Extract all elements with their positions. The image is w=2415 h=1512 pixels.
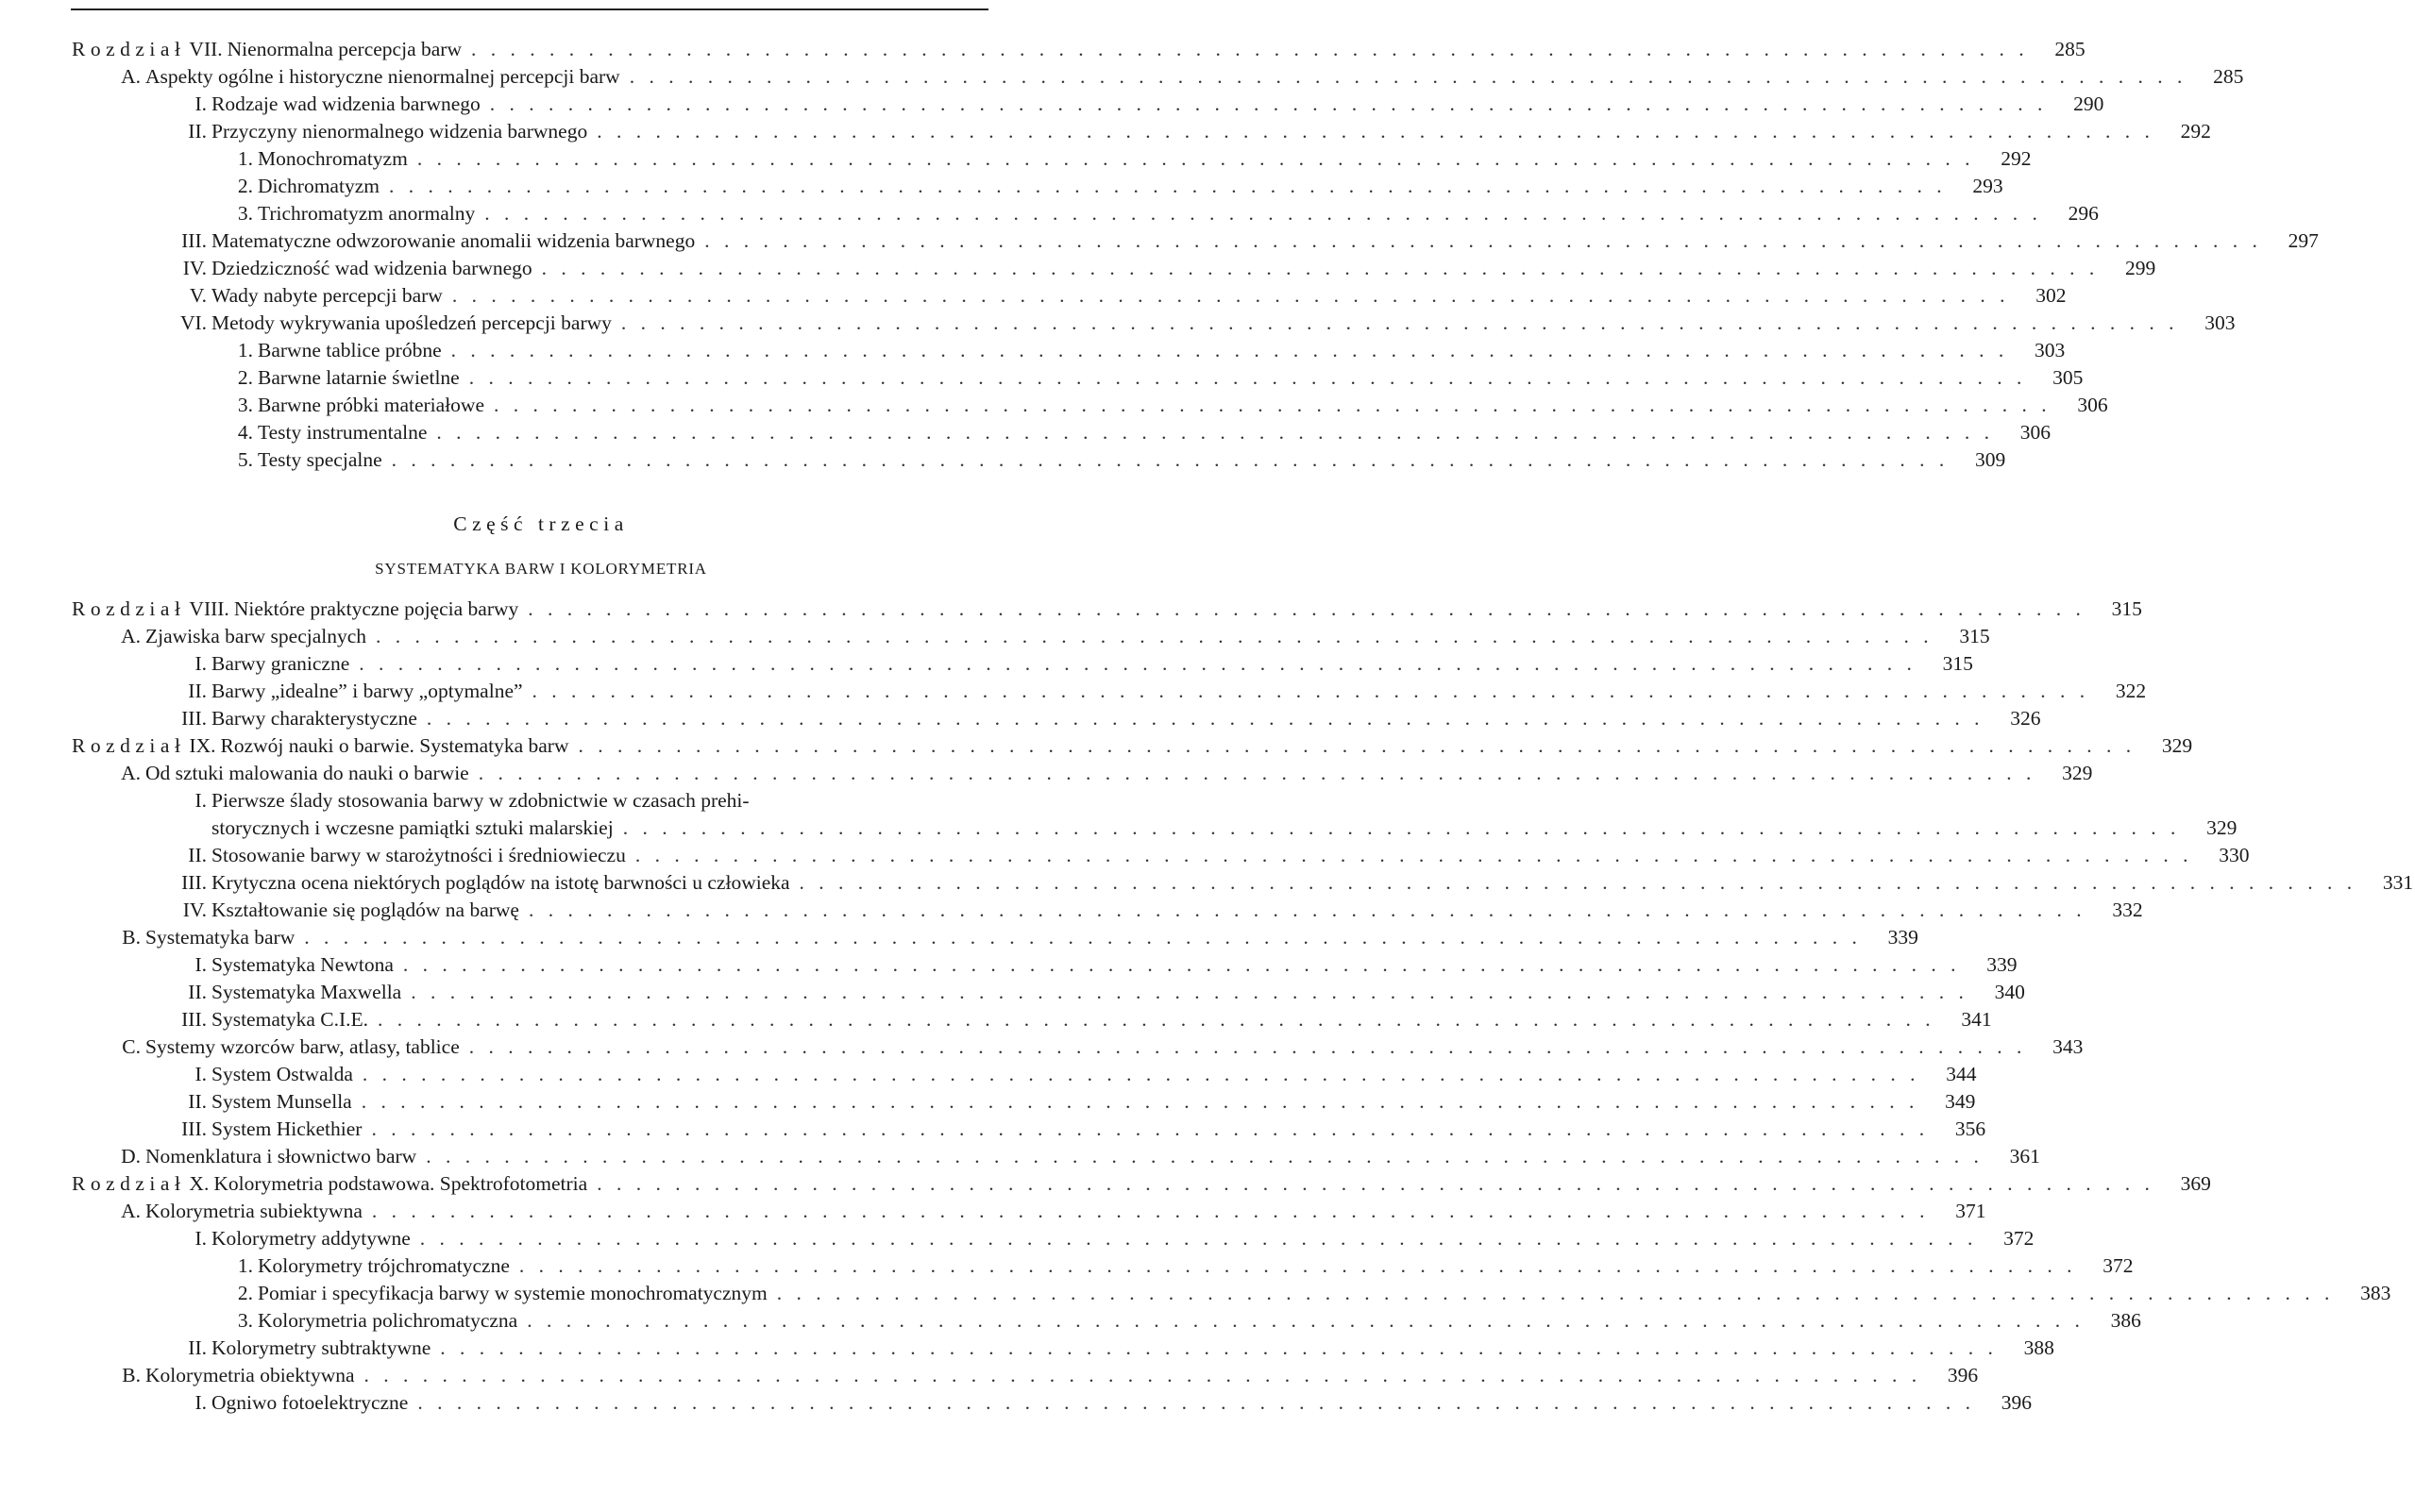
page-number: 372 (2003, 1227, 2035, 1250)
entry-number: 1. (237, 339, 253, 361)
entry-title: Testy instrumentalne (258, 421, 428, 444)
page-number: 329 (2062, 762, 2093, 784)
entry-title: Niektóre praktyczne pojęcia barwy (233, 597, 519, 620)
entry-title: Kolorymetria polichromatyczna (258, 1309, 518, 1332)
entry-number: II. (188, 120, 207, 143)
dot-leader: . . . . . . . . . . . . . . . . . . . . . . . . . . . . . . . . . . . . . . . . . . . . . . . . . . . . . . . . . . . . . . . . . . . . . . . . . . . . . . . . (527, 1309, 2085, 1332)
page-number: 349 (1945, 1090, 1976, 1113)
dot-leader: . . . . . . . . . . . . . . . . . . . . . . . . . . . . . . . . . . . . . . . . . . . . . . . . . . . . . . . . . . . . . . . . . . . . . . . . . . . . . . . . (468, 1035, 2027, 1058)
toc-entry (84, 1198, 1986, 1225)
page-number: 371 (1955, 1200, 1986, 1222)
toc-entry (150, 282, 2067, 310)
entry-title: System Ostwalda (211, 1063, 353, 1085)
dot-leader: . . . . . . . . . . . . . . . . . . . . . . . . . . . . . . . . . . . . . . . . . . . . . . . . . . . . . . . . . . . . . . . . . . . . . . . . . . . . . . . . (597, 120, 2154, 143)
entry-title: Systematyka Maxwella (211, 981, 402, 1003)
chapter-number: X. (189, 1172, 210, 1195)
page-number: 369 (2180, 1172, 2211, 1195)
toc-entry (84, 1033, 2084, 1061)
chapter-label: Rozdział (72, 38, 186, 60)
entry-number: 4. (237, 421, 253, 444)
page-number: 332 (2112, 899, 2143, 921)
entry-number: 3. (237, 394, 253, 416)
toc-entry (196, 1252, 2134, 1280)
toc-entry (150, 650, 1973, 678)
entry-number: 5. (237, 448, 253, 471)
entry-number: I. (194, 1227, 207, 1250)
entry-title: Pierwsze ślady stosowania barwy w zdobnictwie w czasach prehi- (211, 789, 750, 812)
dot-leader: . . . . . . . . . . . . . . . . . . . . . . . . . . . . . . . . . . . . . . . . . . . . . . . . . . . . . . . . . . . . . . . . . . . . . . . . . . . . . . . . (451, 284, 2010, 307)
entry-title: Kolorymetria subiektywna (145, 1200, 363, 1222)
toc-entry (150, 1006, 1992, 1033)
entry-title: Od sztuki malowania do nauki o barwie (145, 762, 469, 784)
entry-title: Ogniwo fotoelektryczne (211, 1391, 409, 1414)
toc-entry (196, 337, 2066, 364)
dot-leader: . . . . . . . . . . . . . . . . . . . . . . . . . . . . . . . . . . . . . . . . . . . . . . . . . . . . . . . . . . . . . . . . . . . . . . . . . . . . . . . . (634, 844, 2193, 866)
page-number: 326 (2010, 707, 2041, 730)
dot-leader: . . . . . . . . . . . . . . . . . . . . . . . . . . . . . . . . . . . . . . . . . . . . . . . . . . . . . . . . . . . . . . . . . . . . . . . . . . . . . . . . (361, 1090, 1919, 1113)
entry-number: III. (181, 707, 207, 730)
page-number: 386 (2110, 1309, 2141, 1332)
toc-entry (150, 227, 2319, 255)
toc-entry (72, 732, 2193, 760)
dot-leader: . . . . . . . . . . . . . . . . . . . . . . . . . . . . . . . . . . . . . . . . . . . . . . . . . . . . . . . . . . . . . . . . . . . . . . . . . . . . . . . . (371, 1200, 1930, 1222)
entry-title: Pomiar i specyfikacja barwy w systemie monochromatycznym (258, 1282, 768, 1304)
entry-title: Rozwój nauki o barwie. Systematyka barw (220, 734, 569, 757)
page-number: 285 (2213, 65, 2244, 88)
toc-entry (196, 1307, 2141, 1335)
entry-number: V. (189, 284, 207, 307)
entry-number: D. (121, 1145, 141, 1168)
toc-entry (150, 91, 2104, 118)
toc-entry (150, 310, 2236, 337)
page-number: 293 (1972, 175, 2003, 197)
dot-leader: . . . . . . . . . . . . . . . . . . . . . . . . . . . . . . . . . . . . . . . . . . . . . . . . . . . . . . . . . . . . . . . . . . . . . . . . . . . . . . . . (359, 652, 1917, 675)
chapter-number: IX. (189, 734, 216, 757)
page-number: 309 (1975, 448, 2006, 471)
entry-number: III. (181, 1117, 207, 1140)
entry-title: Systematyka C.I.E. (211, 1008, 369, 1031)
page-number: 306 (2019, 421, 2052, 444)
dot-leader: . . . . . . . . . . . . . . . . . . . . . . . . . . . . . . . . . . . . . . . . . . . . . . . . . . . . . . . . . . . . . . . . . . . . . . . . . . . . . . . . (391, 448, 1950, 471)
dot-leader: . . . . . . . . . . . . . . . . . . . . . . . . . . . . . . . . . . . . . . . . . . . . . . . . . . . . . . . . . . . . . . . . . . . . . . . . . . . . . . . . (528, 899, 2086, 921)
dot-leader: . . . . . . . . . . . . . . . . . . . . . . . . . . . . . . . . . . . . . . . . . . . . . . . . . . . . . . . . . . . . . . . . . . . . . . . . . . . . . . . . (622, 816, 2181, 839)
page-number: 396 (2001, 1391, 2032, 1414)
page-number: 315 (1942, 652, 1973, 675)
dot-leader: . . . . . . . . . . . . . . . . . . . . . . . . . . . . . . . . . . . . . . . . . . . . . . . . . . . . . . . . . . . . . . . . . . . . . . . . . . . . . . . . (776, 1282, 2335, 1304)
page-number: 306 (2077, 394, 2108, 416)
entry-title: Barwy graniczne (211, 652, 350, 675)
toc-entry (150, 1061, 1977, 1088)
toc-entry (196, 419, 2052, 446)
toc-entry-continuation (211, 815, 2238, 842)
part-title: SYSTEMATYKA BARW I KOLORYMETRIA (375, 560, 707, 578)
entry-number: II. (188, 1090, 207, 1113)
dot-leader: . . . . . . . . . . . . . . . . . . . . . . . . . . . . . . . . . . . . . . . . . . . . . . . . . . . . . . . . . . . . . . . . . . . . . . . . . . . . . . . . (362, 1063, 1920, 1085)
dot-leader: . . . . . . . . . . . . . . . . . . . . . . . . . . . . . . . . . . . . . . . . . . . . . . . . . . . . . . . . . . . . . . . . . . . . . . . . . . . . . . . . (528, 597, 2086, 620)
toc-entry (84, 924, 1918, 951)
entry-title: Przyczyny nienormalnego widzenia barwnego (211, 120, 588, 143)
chapter-label: Rozdział (72, 1172, 186, 1195)
entry-number: A. (121, 1200, 141, 1222)
entry-title: Matematyczne odwzorowanie anomalii widzenia barwnego (211, 229, 696, 252)
dot-leader: . . . . . . . . . . . . . . . . . . . . . . . . . . . . . . . . . . . . . . . . . . . . . . . . . . . . . . . . . . . . . . . . . . . . . . . . . . . . . . . . (419, 1227, 1978, 1250)
dot-leader: . . . . . . . . . . . . . . . . . . . . . . . . . . . . . . . . . . . . . . . . . . . . . . . . . . . . . . . . . . . . . . . . . . . . . . . . . . . . . . . . (704, 229, 2262, 252)
toc-entry (150, 678, 2147, 705)
toc-entry (150, 1116, 1986, 1143)
page-number: 388 (2023, 1336, 2054, 1359)
dot-leader: . . . . . . . . . . . . . . . . . . . . . . . . . . . . . . . . . . . . . . . . . . . . . . . . . . . . . . . . . . . . . . . . . . . . . . . . . . . . . . . . (411, 981, 1968, 1003)
entry-title: Barwne latarnie świetlne (258, 366, 460, 389)
entry-number: III. (181, 1008, 207, 1031)
entry-number: 2. (237, 1282, 253, 1304)
chapter-number: VIII. (189, 597, 229, 620)
toc-entry (150, 705, 2041, 732)
entry-number: II. (188, 981, 207, 1003)
page-number: 315 (2111, 597, 2142, 620)
dot-leader: . . . . . . . . . . . . . . . . . . . . . . . . . . . . . . . . . . . . . . . . . . . . . . . . . . . . . . . . . . . . . . . . . . . . . . . . . . . . . . . . (426, 1145, 1984, 1168)
dot-leader: . . . . . . . . . . . . . . . . . . . . . . . . . . . . . . . . . . . . . . . . . . . . . . . . . . . . . . . . . . . . . . . . . . . . . . . . . . . . . . . . (494, 394, 2052, 416)
top-rule (71, 8, 988, 10)
page-number: 290 (2073, 92, 2104, 115)
entry-title: Barwy „idealne” i barwy „optymalne” (211, 680, 523, 702)
entry-title: Krytyczna ocena niektórych poglądów na istotę barwności u człowieka (211, 871, 790, 894)
toc-entry (150, 1088, 1976, 1116)
page-number: 356 (1954, 1117, 1986, 1140)
entry-title: System Munsella (211, 1090, 352, 1113)
page-number: 292 (2001, 147, 2032, 170)
entry-title-continuation: storycznych i wczesne pamiątki sztuki malarskiej (211, 816, 614, 839)
dot-leader: . . . . . . . . . . . . . . . . . . . . . . . . . . . . . . . . . . . . . . . . . . . . . . . . . . . . . . . . . . . . . . . . . . . . . . . . . . . . . . . . (629, 65, 2187, 88)
page-number: 315 (1959, 625, 1990, 647)
page-number: 340 (1994, 981, 2025, 1003)
toc-entry (150, 897, 2143, 924)
chapter-number: VII. (189, 38, 223, 60)
page-number: 331 (2382, 871, 2414, 894)
toc-entry (150, 869, 2414, 897)
toc-entry (150, 787, 993, 815)
toc-entry (150, 1225, 2035, 1252)
entry-title: Dichromatyzm (258, 175, 380, 197)
page-number: 329 (2161, 734, 2193, 757)
toc-entry (196, 446, 2006, 474)
dot-leader: . . . . . . . . . . . . . . . . . . . . . . . . . . . . . . . . . . . . . . . . . . . . . . . . . . . . . . . . . . . . . . . . . . . . . . . . . . . . . . . . (620, 311, 2179, 334)
page-number: 339 (1986, 953, 2018, 976)
entry-title: Kolorymetria obiektywna (145, 1364, 355, 1386)
entry-number: VI. (179, 311, 207, 334)
toc-entry (150, 1335, 2054, 1362)
page-number: 292 (2180, 120, 2211, 143)
entry-number: A. (121, 65, 141, 88)
toc-entry (150, 255, 2156, 282)
entry-title: Kolorymetria podstawowa. Spektrofotometria (213, 1172, 588, 1195)
toc-entry (84, 1362, 1979, 1389)
entry-number: 3. (237, 1309, 253, 1332)
entry-title: Barwne tablice próbne (258, 339, 442, 361)
dot-leader: . . . . . . . . . . . . . . . . . . . . . . . . . . . . . . . . . . . . . . . . . . . . . . . . . . . . . . . . . . . . . . . . . . . . . . . . . . . . . . . . (541, 257, 2100, 279)
page-number: 285 (2054, 38, 2086, 60)
entry-title: Dziedziczność wad widzenia barwnego (211, 257, 532, 279)
dot-leader: . . . . . . . . . . . . . . . . . . . . . . . . . . . . . . . . . . . . . . . . . . . . . . . . . . . . . . . . . . . . . . . . . . . . . . . . . . . . . . . . (440, 1336, 1998, 1359)
dot-leader: . . . . . . . . . . . . . . . . . . . . . . . . . . . . . . . . . . . . . . . . . . . . . . . . . . . . . . . . . . . . . . . . . . . . . . . . . . . . . . . . (416, 147, 1975, 170)
page-number: 339 (1887, 926, 1918, 949)
entry-title: Systematyka barw (145, 926, 296, 949)
entry-title: Barwne próbki materiałowe (258, 394, 484, 416)
toc-entry (150, 951, 2018, 979)
entry-title: Nienormalna percepcja barw (227, 38, 462, 60)
page-number: 296 (2068, 202, 2099, 225)
dot-leader: . . . . . . . . . . . . . . . . . . . . . . . . . . . . . . . . . . . . . . . . . . . . . . . . . . . . . . . . . . . . . . . . . . . . . . . . . . . . . . . . (371, 1117, 1930, 1140)
toc-entry (150, 842, 2250, 869)
dot-leader: . . . . . . . . . . . . . . . . . . . . . . . . . . . . . . . . . . . . . . . . . . . . . . . . . . . . . . . . . . . . . . . . . . . . . . . . . . . . . . . . (484, 202, 2042, 225)
entry-title: Testy specjalne (258, 448, 382, 471)
entry-number: B. (122, 1364, 141, 1386)
page-number: 303 (2035, 339, 2066, 361)
entry-title: Metody wykrywania upośledzeń percepcji barwy (211, 311, 612, 334)
entry-title: Wady nabyte percepcji barw (211, 284, 443, 307)
chapter-label: Rozdział (72, 597, 186, 620)
part-heading: Część trzecia (453, 512, 629, 535)
dot-leader: . . . . . . . . . . . . . . . . . . . . . . . . . . . . . . . . . . . . . . . . . . . . . . . . . . . . . . . . . . . . . . . . . . . . . . . . . . . . . . . . (417, 1391, 1975, 1414)
entry-number: 1. (237, 147, 253, 170)
entry-title: Kolorymetry addytywne (211, 1227, 411, 1250)
dot-leader: . . . . . . . . . . . . . . . . . . . . . . . . . . . . . . . . . . . . . . . . . . . . . . . . . . . . . . . . . . . . . . . . . . . . . . . . . . . . . . . . (376, 625, 1934, 647)
entry-number: C. (122, 1035, 141, 1058)
entry-number: 1. (237, 1254, 253, 1277)
entry-number: A. (121, 762, 141, 784)
entry-title: System Hickethier (211, 1117, 363, 1140)
toc-entry (196, 200, 2099, 227)
entry-title: Aspekty ogólne i historyczne nienormalnej percepcji barw (145, 65, 620, 88)
page-number: 302 (2035, 284, 2067, 307)
entry-number: I. (194, 92, 207, 115)
toc-entry (196, 364, 2084, 392)
dot-leader: . . . . . . . . . . . . . . . . . . . . . . . . . . . . . . . . . . . . . . . . . . . . . . . . . . . . . . . . . . . . . . . . . . . . . . . . . . . . . . . . (378, 1008, 1935, 1031)
toc-entry (196, 392, 2108, 419)
page-number: 322 (2115, 680, 2147, 702)
entry-number: I. (194, 789, 207, 812)
dot-leader: . . . . . . . . . . . . . . . . . . . . . . . . . . . . . . . . . . . . . . . . . . . . . . . . . . . . . . . . . . . . . . . . . . . . . . . . . . . . . . . . (436, 421, 1995, 444)
toc-entry (196, 1280, 2391, 1307)
toc-entry (150, 1389, 2032, 1417)
page-number: 297 (2288, 229, 2319, 252)
page-number: 372 (2103, 1254, 2134, 1277)
page-number: 329 (2206, 816, 2238, 839)
entry-number: IV. (182, 257, 207, 279)
toc-entry (84, 760, 2093, 787)
entry-number: II. (188, 844, 207, 866)
entry-number: II. (188, 1336, 207, 1359)
entry-title: Zjawiska barw specjalnych (145, 625, 367, 647)
entry-title: Monochromatyzm (258, 147, 408, 170)
dot-leader: . . . . . . . . . . . . . . . . . . . . . . . . . . . . . . . . . . . . . . . . . . . . . . . . . . . . . . . . . . . . . . . . . . . . . . . . . . . . . . . . (597, 1172, 2154, 1195)
entry-title: Kolorymetry subtraktywne (211, 1336, 431, 1359)
entry-number: III. (181, 871, 207, 894)
page-number: 305 (2052, 366, 2084, 389)
toc-entry (150, 979, 2025, 1006)
entry-title: Kształtowanie się poglądów na barwę (211, 899, 519, 921)
toc-entry (196, 173, 2003, 200)
chapter-label: Rozdział (72, 734, 186, 757)
page-number: 299 (2125, 257, 2156, 279)
entry-number: 2. (237, 366, 253, 389)
entry-number: III. (181, 229, 207, 252)
dot-leader: . . . . . . . . . . . . . . . . . . . . . . . . . . . . . . . . . . . . . . . . . . . . . . . . . . . . . . . . . . . . . . . . . . . . . . . . . . . . . . . . (799, 871, 2357, 894)
entry-title: Kolorymetry trójchromatyczne (258, 1254, 510, 1277)
entry-number: IV. (182, 899, 207, 921)
entry-number: I. (194, 1391, 207, 1414)
entry-number: B. (122, 926, 141, 949)
page-number: 343 (2052, 1035, 2084, 1058)
dot-leader: . . . . . . . . . . . . . . . . . . . . . . . . . . . . . . . . . . . . . . . . . . . . . . . . . . . . . . . . . . . . . . . . . . . . . . . . . . . . . . . . (532, 680, 2090, 702)
toc-entry (72, 36, 2086, 63)
dot-leader: . . . . . . . . . . . . . . . . . . . . . . . . . . . . . . . . . . . . . . . . . . . . . . . . . . . . . . . . . . . . . . . . . . . . . . . . . . . . . . . . (470, 38, 2029, 60)
dot-leader: . . . . . . . . . . . . . . . . . . . . . . . . . . . . . . . . . . . . . . . . . . . . . . . . . . . . . . . . . . . . . . . . . . . . . . . . . . . . . . . . (402, 953, 1961, 976)
toc-entry (72, 596, 2142, 623)
entry-title: Trichromatyzm anormalny (258, 202, 476, 225)
dot-leader: . . . . . . . . . . . . . . . . . . . . . . . . . . . . . . . . . . . . . . . . . . . . . . . . . . . . . . . . . . . . . . . . . . . . . . . . . . . . . . . . (518, 1254, 2077, 1277)
page-number: 383 (2360, 1282, 2391, 1304)
dot-leader: . . . . . . . . . . . . . . . . . . . . . . . . . . . . . . . . . . . . . . . . . . . . . . . . . . . . . . . . . . . . . . . . . . . . . . . . . . . . . . . . (578, 734, 2136, 757)
entry-number: 3. (237, 202, 253, 225)
entry-title: Systematyka Newtona (211, 953, 394, 976)
entry-title: Rodzaje wad widzenia barwnego (211, 92, 481, 115)
dot-leader: . . . . . . . . . . . . . . . . . . . . . . . . . . . . . . . . . . . . . . . . . . . . . . . . . . . . . . . . . . . . . . . . . . . . . . . . . . . . . . . . (363, 1364, 1922, 1386)
toc-entry (84, 623, 1990, 650)
dot-leader: . . . . . . . . . . . . . . . . . . . . . . . . . . . . . . . . . . . . . . . . . . . . . . . . . . . . . . . . . . . . . . . . . . . . . . . . . . . . . . . . (489, 92, 2048, 115)
toc-entry (196, 145, 2032, 173)
toc-entry (72, 1170, 2211, 1198)
entry-number: 2. (237, 175, 253, 197)
entry-number: I. (194, 652, 207, 675)
dot-leader: . . . . . . . . . . . . . . . . . . . . . . . . . . . . . . . . . . . . . . . . . . . . . . . . . . . . . . . . . . . . . . . . . . . . . . . . . . . . . . . . (468, 366, 2027, 389)
entry-title: Systemy wzorców barw, atlasy, tablice (145, 1035, 460, 1058)
entry-title: Barwy charakterystyczne (211, 707, 417, 730)
entry-number: I. (194, 953, 207, 976)
entry-title: Stosowanie barwy w starożytności i średniowieczu (211, 844, 626, 866)
toc-entry (150, 118, 2211, 145)
page-number: 341 (1961, 1008, 1992, 1031)
entry-number: II. (188, 680, 207, 702)
dot-leader: . . . . . . . . . . . . . . . . . . . . . . . . . . . . . . . . . . . . . . . . . . . . . . . . . . . . . . . . . . . . . . . . . . . . . . . . . . . . . . . . (304, 926, 1862, 949)
toc-entry (84, 63, 2244, 91)
entry-number: A. (121, 625, 141, 647)
toc-entry (84, 1143, 2040, 1170)
page-number: 361 (2009, 1145, 2040, 1168)
page-number: 303 (2204, 311, 2236, 334)
page-number: 330 (2219, 844, 2250, 866)
dot-leader: . . . . . . . . . . . . . . . . . . . . . . . . . . . . . . . . . . . . . . . . . . . . . . . . . . . . . . . . . . . . . . . . . . . . . . . . . . . . . . . . (478, 762, 2036, 784)
dot-leader: . . . . . . . . . . . . . . . . . . . . . . . . . . . . . . . . . . . . . . . . . . . . . . . . . . . . . . . . . . . . . . . . . . . . . . . . . . . . . . . . (450, 339, 2009, 361)
page-number: 344 (1946, 1063, 1977, 1085)
entry-title: Nomenklatura i słownictwo barw (145, 1145, 417, 1168)
page-number: 396 (1947, 1364, 1979, 1386)
dot-leader: . . . . . . . . . . . . . . . . . . . . . . . . . . . . . . . . . . . . . . . . . . . . . . . . . . . . . . . . . . . . . . . . . . . . . . . . . . . . . . . . (426, 707, 1984, 730)
entry-number: I. (194, 1063, 207, 1085)
dot-leader: . . . . . . . . . . . . . . . . . . . . . . . . . . . . . . . . . . . . . . . . . . . . . . . . . . . . . . . . . . . . . . . . . . . . . . . . . . . . . . . . (388, 175, 1947, 197)
